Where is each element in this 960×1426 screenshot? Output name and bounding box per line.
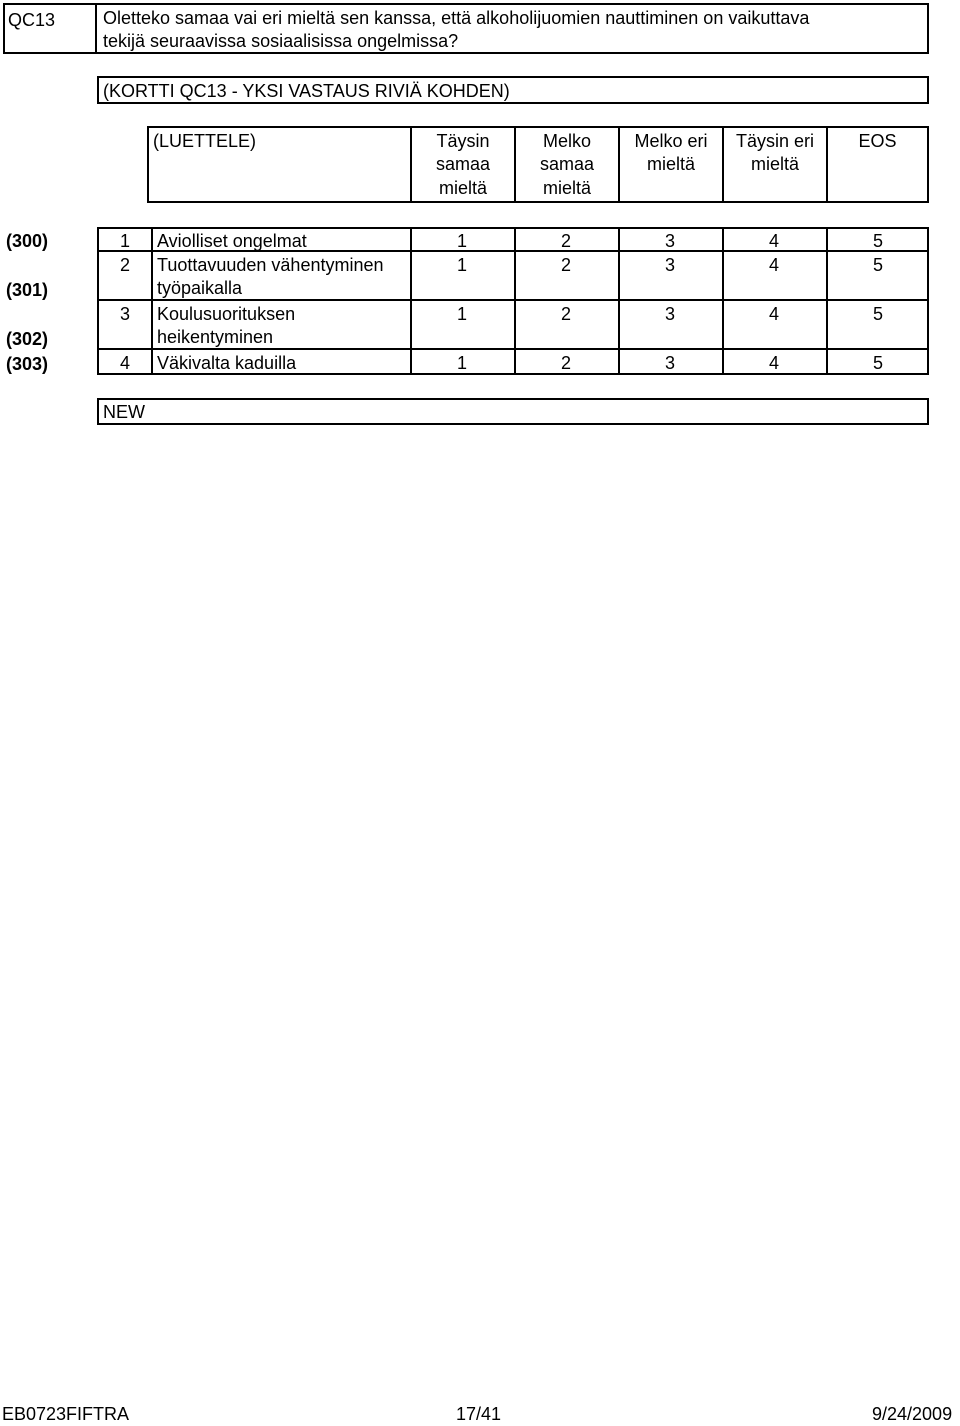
question-id: QC13 <box>8 10 56 30</box>
row-number: 4 <box>119 353 130 373</box>
row-label: Aviolliset ongelmat <box>157 231 307 251</box>
instruction-box: (KORTTI QC13 - YKSI VASTAUS RIVIÄ KOHDEN) <box>97 76 929 104</box>
row-label: Väkivalta kaduilla <box>157 353 297 373</box>
header-col-2-line-1: Melko <box>542 131 591 151</box>
question-text <box>103 7 923 54</box>
var-code-300: (300) <box>6 231 49 251</box>
answer-option-1[interactable]: 1 <box>456 304 467 324</box>
header-col-4-line-1: Täysin eri <box>735 131 815 151</box>
answer-option-4[interactable]: 4 <box>768 255 779 275</box>
header-col-3-line-1: Melko eri <box>634 131 708 151</box>
footer-date: 9/24/2009 <box>872 1404 953 1424</box>
header-col-1 <box>410 128 514 201</box>
row-label-line-1: Koulusuorituksen <box>157 304 296 324</box>
answer-option-2[interactable]: 2 <box>560 255 571 275</box>
var-code-302: (302) <box>6 329 49 349</box>
question-divider <box>95 3 97 54</box>
answer-table <box>97 227 929 375</box>
answer-option-3[interactable]: 3 <box>664 231 675 251</box>
header-col-2-line-3: mieltä <box>542 177 591 198</box>
answer-option-3[interactable]: 3 <box>664 353 675 373</box>
header-col-2-line-2: samaa <box>539 154 595 175</box>
answer-option-2[interactable]: 2 <box>560 231 571 251</box>
list-label: (LUETTELE) <box>153 131 257 151</box>
header-col-3-line-2: mieltä <box>646 154 695 175</box>
answer-option-5[interactable]: 5 <box>872 255 883 275</box>
answer-option-4[interactable]: 4 <box>768 353 779 373</box>
header-col-3 <box>618 128 722 201</box>
answer-option-5[interactable]: 5 <box>872 353 883 373</box>
row-label <box>157 254 409 301</box>
var-code-301: (301) <box>6 280 49 300</box>
answer-option-1[interactable]: 1 <box>456 231 467 251</box>
row-label-line-2: työpaikalla <box>157 278 243 299</box>
header-col-1-line-3: mieltä <box>438 177 487 198</box>
new-marker: NEW <box>97 398 929 425</box>
answer-option-2[interactable]: 2 <box>560 353 571 373</box>
row-number: 3 <box>119 304 130 324</box>
row-number: 1 <box>119 231 130 251</box>
header-col-5 <box>826 128 927 201</box>
answer-option-5[interactable]: 5 <box>872 231 883 251</box>
row-label-line-1: Tuottavuuden vähentyminen <box>157 255 384 275</box>
answer-option-4[interactable]: 4 <box>768 231 779 251</box>
row-label-line-2: heikentyminen <box>157 327 274 348</box>
header-col-4 <box>722 128 826 201</box>
answer-option-4[interactable]: 4 <box>768 304 779 324</box>
header-col-5-line-1: EOS <box>858 131 897 151</box>
answer-option-5[interactable]: 5 <box>872 304 883 324</box>
footer-doc-id: EB0723FIFTRA <box>2 1404 130 1424</box>
footer-page-number: 17/41 <box>456 1404 502 1424</box>
answer-option-2[interactable]: 2 <box>560 304 571 324</box>
answer-option-3[interactable]: 3 <box>664 304 675 324</box>
header-col-4-line-2: mieltä <box>750 154 799 175</box>
answer-option-1[interactable]: 1 <box>456 353 467 373</box>
row-label <box>157 303 409 350</box>
column-header <box>147 126 929 203</box>
question-text-line-2: tekijä seuraavissa sosiaalisissa ongelmissa? <box>103 31 459 52</box>
header-col-2 <box>514 128 618 201</box>
row-number: 2 <box>119 255 130 275</box>
question-text-line-1: Oletteko samaa vai eri mieltä sen kanssa, että alkoholijuomien nauttiminen on vaikuttava <box>103 8 810 28</box>
var-code-303: (303) <box>6 354 49 374</box>
header-col-1-line-2: samaa <box>435 154 491 175</box>
answer-option-3[interactable]: 3 <box>664 255 675 275</box>
header-col-1-line-1: Täysin <box>436 131 490 151</box>
answer-option-1[interactable]: 1 <box>456 255 467 275</box>
